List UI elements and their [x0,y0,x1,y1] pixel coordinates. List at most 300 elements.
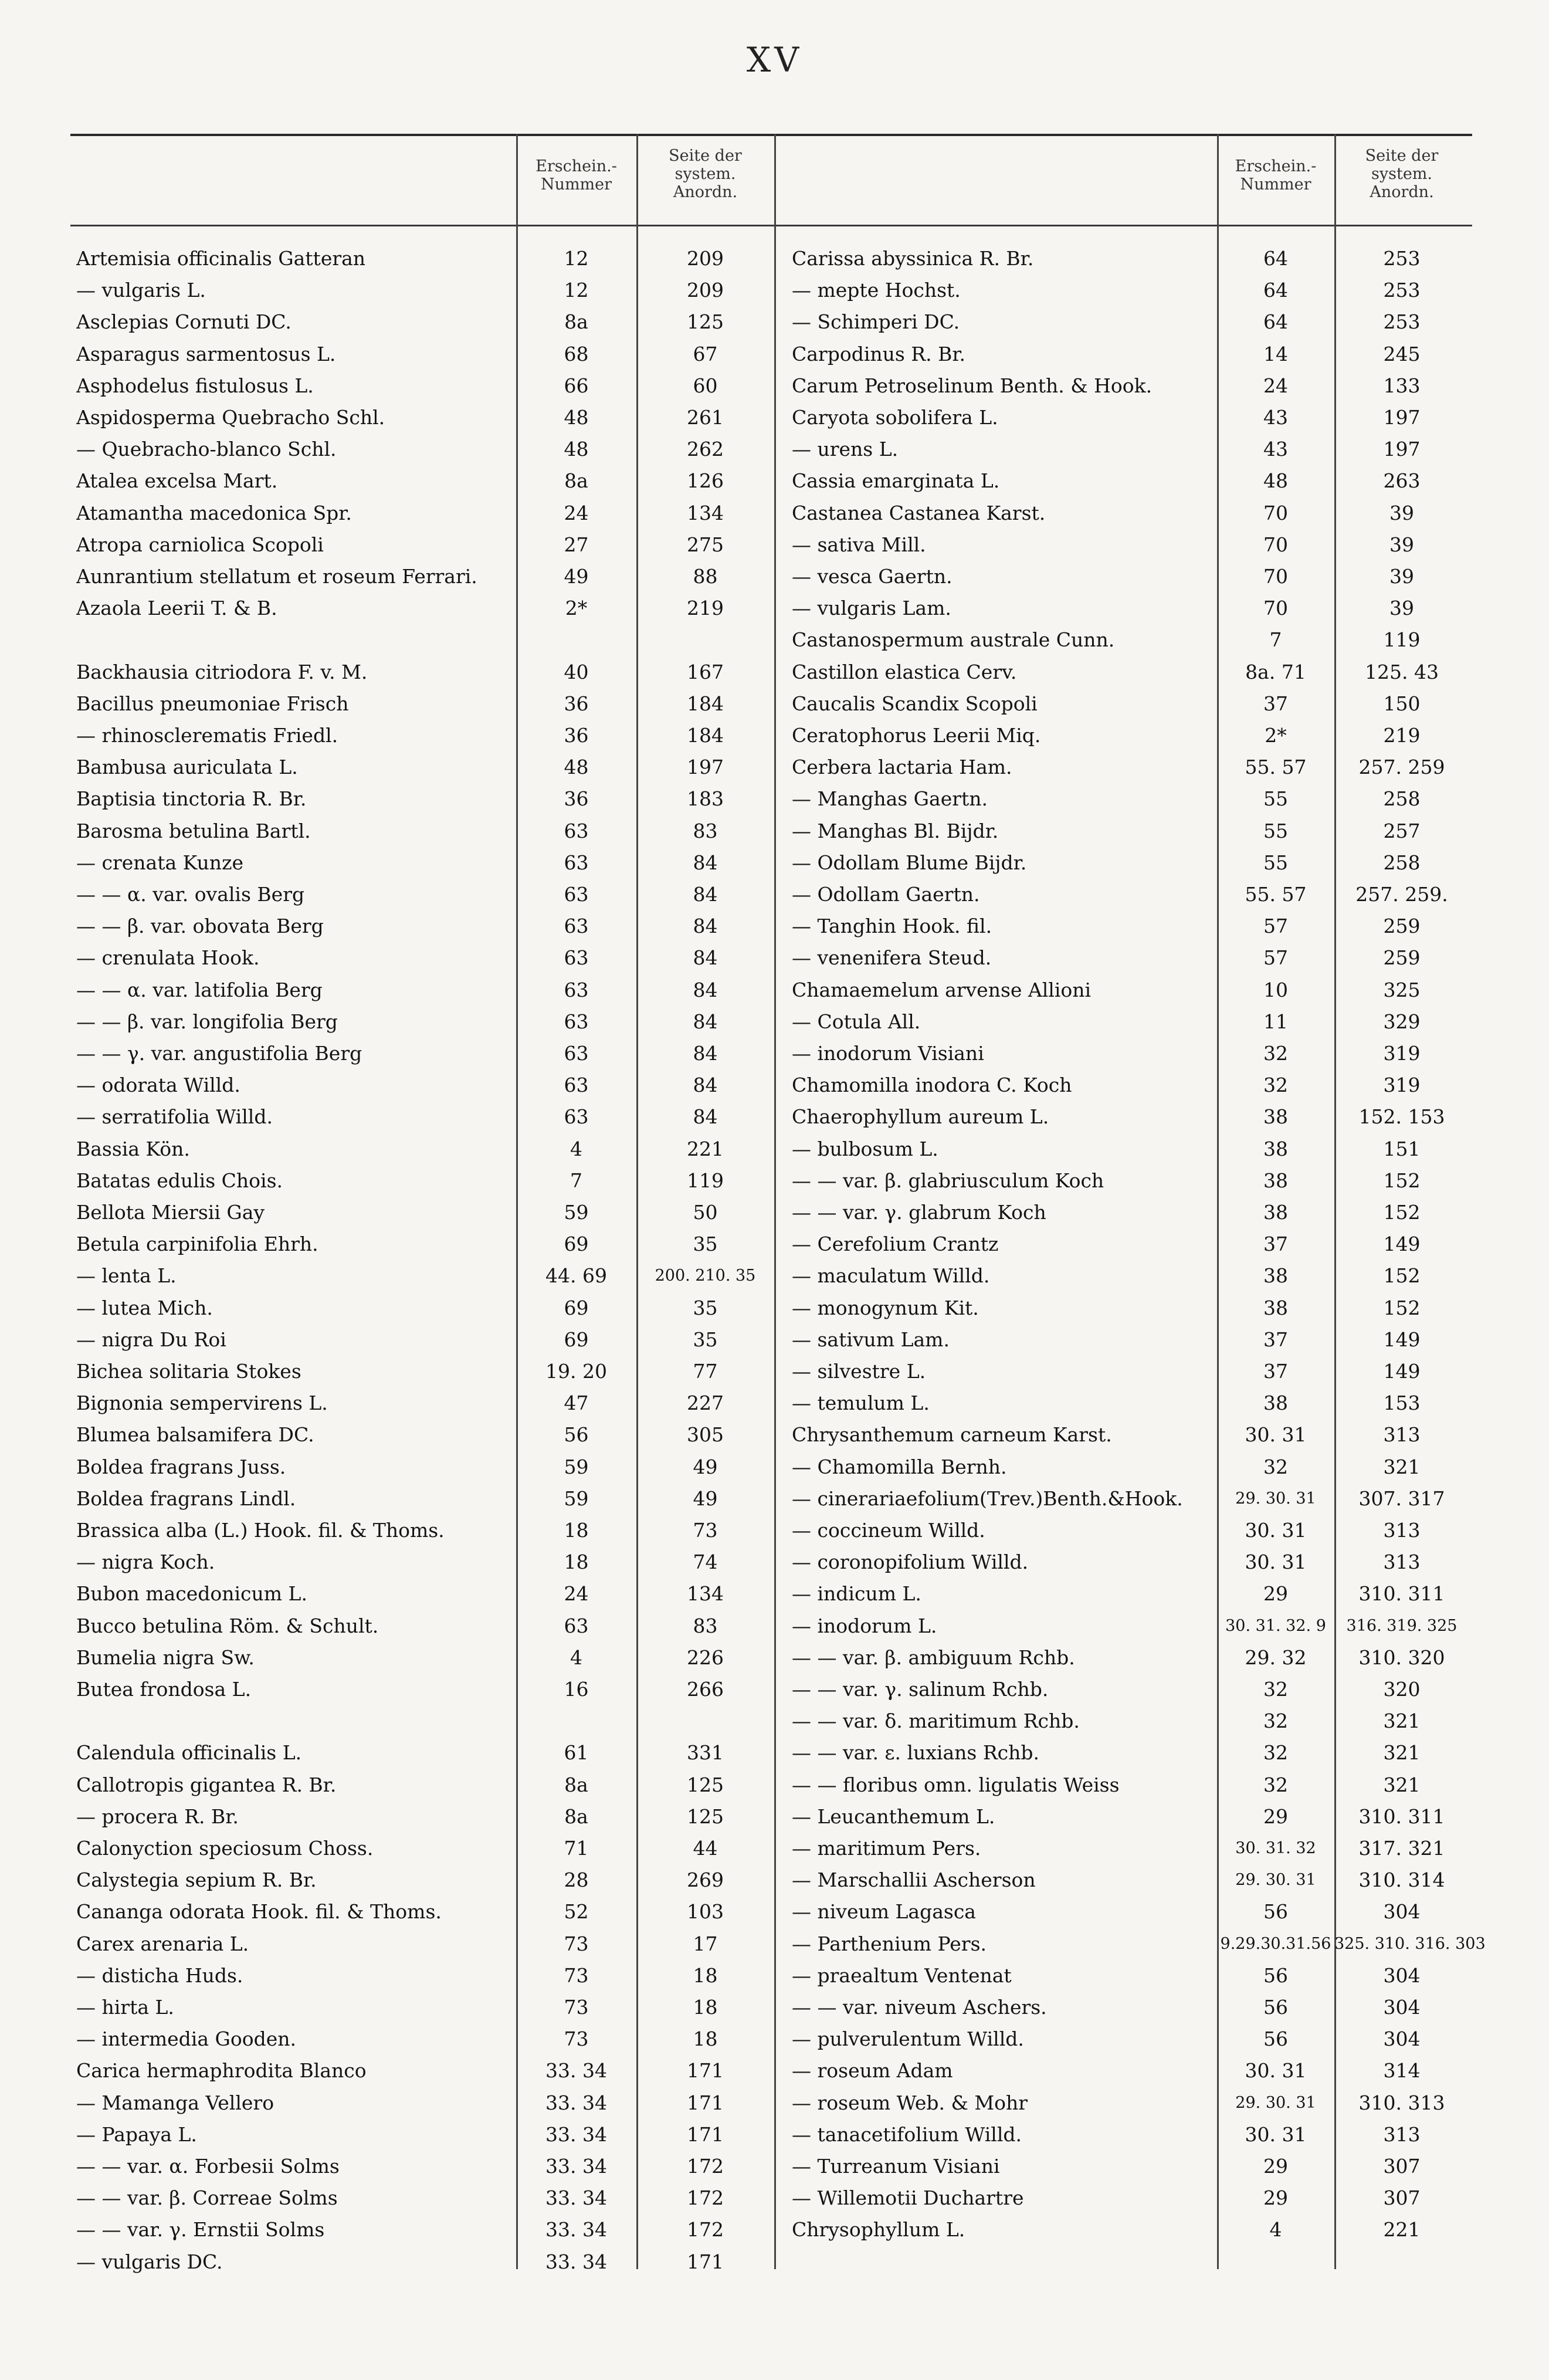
species-name: Bellota Miersii Gay [76,1201,265,1224]
species-name: — Manghas Gaertn. [792,787,988,811]
erschein-nummer: 48 [564,406,589,429]
seite-anordnung: 221 [1383,2218,1421,2242]
seite-anordnung: 150 [1383,692,1421,715]
species-name: Caryota sobolifera L. [792,406,998,429]
species-name: Cerbera lactaria Ham. [792,756,1012,779]
species-name: — — var. α. Forbesii Solms [76,2155,340,2178]
species-name: — niveum Lagasca [792,1900,976,1924]
species-name: Artemisia officinalis Gatteran [76,247,366,270]
index-row [76,1261,780,1291]
index-row [792,1102,1496,1132]
seite-anordnung: 39 [1389,501,1414,524]
erschein-nummer: 69 [564,1233,589,1256]
species-name: — coronopifolium Willd. [792,1550,1029,1574]
seite-anordnung: 125. 43 [1365,660,1439,683]
table-header-rule [70,225,1472,226]
seite-anordnung: 227 [687,1392,724,1415]
index-row [792,2024,1496,2054]
seite-anordnung: 325. 310. 316. 303 [1334,1934,1486,1953]
species-name: — — var. β. Correae Solms [76,2186,338,2210]
erschein-nummer: 10 [1263,978,1288,1001]
seite-anordnung: 103 [687,1900,724,1924]
species-name: Barosma betulina Bartl. [76,819,311,842]
erschein-nummer: 52 [564,1900,589,1924]
page-title: XV [746,40,803,80]
species-name: — — floribus omn. ligulatis Weiss [792,1773,1120,1796]
index-row [792,275,1496,306]
erschein-nummer: 37 [1263,692,1288,715]
erschein-nummer: 38 [1263,1264,1288,1288]
species-name: — mepte Hochst. [792,279,961,302]
index-row [792,1420,1496,1450]
erschein-nummer: 63 [564,851,589,874]
seite-anordnung: 310. 313 [1358,2091,1445,2114]
seite-anordnung: 125 [687,1805,724,1828]
index-row [76,1166,780,1196]
seite-anordnung: 119 [1383,628,1421,652]
species-name: Carex arenaria L. [76,1932,249,1955]
species-name: — Parthenium Pers. [792,1932,987,1955]
seite-anordnung: 39 [1389,597,1414,620]
header-erschein-nummer-right: Erschein.- Nummer [1235,157,1317,194]
erschein-nummer: 56 [1263,1963,1288,1987]
species-name: — roseum Web. & Mohr [792,2091,1028,2114]
erschein-nummer: 43 [1263,406,1288,429]
seite-anordnung: 209 [687,247,724,270]
erschein-nummer: 38 [1263,1137,1288,1160]
index-row [792,1229,1496,1260]
index-row [792,1579,1496,1609]
erschein-nummer: 18 [564,1550,589,1574]
species-name: — maculatum Willd. [792,1264,990,1288]
seite-anordnung: 151 [1383,1137,1421,1160]
index-row [76,975,780,1006]
index-row [792,1070,1496,1101]
species-name: Bucco betulina Röm. & Schult. [76,1614,379,1637]
index-row [792,1134,1496,1164]
species-name: — — var. γ. glabrum Koch [792,1201,1046,1224]
index-row [76,1007,780,1037]
erschein-nummer: 19. 20 [545,1360,607,1383]
erschein-nummer: 2* [1265,724,1287,747]
erschein-nummer: 38 [1263,1392,1288,1415]
seite-anordnung: 321 [1383,1741,1421,1765]
index-row [76,1547,780,1577]
species-name: Batatas edulis Chois. [76,1169,283,1192]
erschein-nummer: 37 [1263,1360,1288,1383]
seite-anordnung: 319 [1383,1074,1421,1097]
erschein-nummer: 8a [564,1805,588,1828]
seite-anordnung: 316. 319. 325 [1346,1616,1458,1635]
erschein-nummer: 38 [1263,1296,1288,1319]
species-name: Asclepias Cornuti DC. [76,310,292,334]
species-name: Asparagus sarmentosus L. [76,342,336,365]
seite-anordnung: 219 [1383,724,1421,747]
species-name: — disticha Huds. [76,1963,243,1987]
index-row [76,1515,780,1546]
index-row [76,1197,780,1228]
header-seite-right: Seite der system. Anordn. [1365,147,1439,201]
seite-anordnung: 313 [1383,2122,1421,2146]
erschein-nummer: 40 [564,660,589,683]
species-name: Atamantha macedonica Spr. [76,501,352,524]
species-name: — sativum Lam. [792,1328,950,1351]
species-name: — bulbosum L. [792,1137,938,1160]
erschein-nummer: 29 [1263,2155,1288,2178]
species-name: Chaerophyllum aureum L. [792,1105,1049,1129]
index-row [76,625,780,655]
erschein-nummer: 55. 57 [1245,883,1307,906]
seite-anordnung: 18 [693,2027,718,2051]
seite-anordnung: 310. 311 [1358,1805,1445,1828]
index-row [792,243,1496,274]
erschein-nummer: 64 [1263,247,1288,270]
erschein-nummer: 57 [1263,915,1288,938]
species-name: — Willemotii Duchartre [792,2186,1024,2210]
index-row [76,2247,780,2277]
erschein-nummer: 11 [1263,1010,1288,1033]
species-name: Chrysanthemum carneum Karst. [792,1423,1112,1447]
species-name: — coccineum Willd. [792,1519,985,1542]
species-name: — indicum L. [792,1582,921,1606]
seite-anordnung: 50 [693,1201,718,1224]
erschein-nummer: 63 [564,1074,589,1097]
erschein-nummer: 14 [1263,342,1288,365]
erschein-nummer: 32 [1263,1773,1288,1796]
seite-anordnung: 149 [1383,1360,1421,1383]
index-row [792,1833,1496,1864]
erschein-nummer: 32 [1263,1678,1288,1701]
index-row [792,1166,1496,1196]
species-name: — Chamomilla Bernh. [792,1455,1007,1478]
erschein-nummer: 73 [564,2027,589,2051]
seite-anordnung: 152 [1383,1201,1421,1224]
index-row [792,816,1496,847]
erschein-nummer: 29. 30. 31 [1235,2093,1316,2112]
species-name: — cinerariaefolium(Trev.)Benth.&Hook. [792,1487,1183,1510]
seite-anordnung: 149 [1383,1233,1421,1256]
erschein-nummer: 33. 34 [545,2059,607,2083]
species-name: — venenifera Steud. [792,946,992,970]
erschein-nummer: 57 [1263,946,1288,970]
erschein-nummer: 30. 31 [1245,2059,1307,2083]
seite-anordnung: 257. 259. [1355,883,1448,906]
erschein-nummer: 36 [564,787,589,811]
seite-anordnung: 317. 321 [1358,1837,1445,1860]
seite-anordnung: 35 [693,1296,718,1319]
erschein-nummer: 63 [564,1042,589,1065]
erschein-nummer: 2* [565,597,588,620]
erschein-nummer: 37 [1263,1233,1288,1256]
index-row [792,1929,1496,1959]
species-name: — — γ. var. angustifolia Berg [76,1042,362,1065]
erschein-nummer: 16 [564,1678,589,1701]
species-name: Carica hermaphrodita Blanco [76,2059,367,2083]
seite-anordnung: 307 [1383,2155,1421,2178]
species-name: Boldea fragrans Lindl. [76,1487,296,1510]
seite-anordnung: 245 [1383,342,1421,365]
index-row [792,657,1496,688]
seite-anordnung: 17 [693,1932,718,1955]
erschein-nummer: 49 [564,565,589,588]
index-row [792,2120,1496,2150]
seite-anordnung: 84 [693,1074,718,1097]
erschein-nummer: 32 [1263,1042,1288,1065]
index-row [792,1007,1496,1037]
erschein-nummer: 33. 34 [545,2155,607,2178]
seite-anordnung: 310. 311 [1358,1582,1445,1606]
species-name: — — var. niveum Aschers. [792,1996,1047,2019]
index-row [792,625,1496,655]
index-row [792,1643,1496,1673]
index-row [792,1547,1496,1577]
species-name: — crenata Kunze [76,851,243,874]
species-name: Calystegia sepium R. Br. [76,1868,317,1892]
species-name: — Turreanum Visiani [792,2155,1000,2178]
species-name: — hirta L. [76,1996,174,2019]
erschein-nummer: 55 [1263,851,1288,874]
erschein-nummer: 38 [1263,1169,1288,1192]
index-row [76,402,780,433]
index-row [76,339,780,370]
erschein-nummer: 33. 34 [545,2250,607,2273]
erschein-nummer: 73 [564,1963,589,1987]
species-name: — — var. β. glabriusculum Koch [792,1169,1104,1192]
index-row [76,593,780,624]
seite-anordnung: 152. 153 [1358,1105,1445,1129]
species-name: — intermedia Gooden. [76,2027,297,2051]
seite-anordnung: 325 [1383,978,1421,1001]
erschein-nummer: 69 [564,1328,589,1351]
seite-anordnung: 253 [1383,279,1421,302]
species-name: — — var. γ. Ernstii Solms [76,2218,325,2242]
index-row [76,1134,780,1164]
seite-anordnung: 84 [693,915,718,938]
index-row [76,784,780,814]
species-name: — vulgaris Lam. [792,597,951,620]
species-name: Chrysophyllum L. [792,2218,965,2242]
species-name: Calonyction speciosum Choss. [76,1837,374,1860]
index-row [76,848,780,878]
seite-anordnung: 319 [1383,1042,1421,1065]
index-row [792,1706,1496,1736]
seite-anordnung: 134 [687,1582,724,1606]
species-name: Baptisia tinctoria R. Br. [76,787,307,811]
erschein-nummer: 36 [564,724,589,747]
species-name: Bambusa auriculata L. [76,756,298,779]
index-row [792,1293,1496,1323]
index-row [792,784,1496,814]
seite-anordnung: 184 [687,692,724,715]
seite-anordnung: 307 [1383,2186,1421,2210]
species-name: — Marschallii Ascherson [792,1868,1036,1892]
seite-anordnung: 219 [687,597,724,620]
seite-anordnung: 197 [1383,406,1421,429]
seite-anordnung: 84 [693,946,718,970]
erschein-nummer: 24 [564,1582,589,1606]
index-row [76,1643,780,1673]
seite-anordnung: 83 [693,1614,718,1637]
seite-anordnung: 67 [693,342,718,365]
species-name: — — var. ε. luxians Rchb. [792,1741,1040,1765]
erschein-nummer: 71 [564,1837,589,1860]
index-row [76,1611,780,1641]
species-name: Ceratophorus Leerii Miq. [792,724,1041,747]
seite-anordnung: 84 [693,1042,718,1065]
index-row [792,975,1496,1006]
erschein-nummer: 32 [1263,1455,1288,1478]
erschein-nummer: 29 [1263,2186,1288,2210]
seite-anordnung: 74 [693,1550,718,1574]
seite-anordnung: 125 [687,310,724,334]
erschein-nummer: 70 [1263,533,1288,556]
index-row [792,943,1496,973]
seite-anordnung: 18 [693,1963,718,1987]
species-name: Bumelia nigra Sw. [76,1646,255,1669]
seite-anordnung: 172 [687,2155,724,2178]
erschein-nummer: 56 [1263,1996,1288,2019]
index-row [792,848,1496,878]
seite-anordnung: 171 [687,2122,724,2146]
index-row [76,1229,780,1260]
species-name: — — α. var. latifolia Berg [76,978,323,1001]
index-row [76,943,780,973]
erschein-nummer: 55 [1263,819,1288,842]
erschein-nummer: 64 [1263,279,1288,302]
species-name: Castillon elastica Cerv. [792,660,1017,683]
erschein-nummer: 30. 31 [1245,1423,1307,1447]
seite-anordnung: 49 [693,1455,718,1478]
erschein-nummer: 73 [564,1996,589,2019]
erschein-nummer: 68 [564,342,589,365]
species-name: — nigra Du Roi [76,1328,226,1351]
erschein-nummer: 70 [1263,501,1288,524]
seite-anordnung: 313 [1383,1550,1421,1574]
erschein-nummer: 32 [1263,1741,1288,1765]
erschein-nummer: 36 [564,692,589,715]
species-name: — temulum L. [792,1392,930,1415]
erschein-nummer: 64 [1263,310,1288,334]
index-row [792,1038,1496,1069]
header-seite-left: Seite der system. Anordn. [669,147,742,201]
erschein-nummer: 4 [1269,2218,1282,2242]
seite-anordnung: 77 [693,1360,718,1383]
species-name: Asphodelus fistulosus L. [76,374,314,397]
species-name: — maritimum Pers. [792,1837,981,1860]
erschein-nummer: 43 [1263,438,1288,461]
species-name: Cassia emarginata L. [792,469,1000,493]
seite-anordnung: 172 [687,2218,724,2242]
index-row [792,2088,1496,2118]
seite-anordnung: 172 [687,2186,724,2210]
index-row [76,1484,780,1514]
erschein-nummer: 70 [1263,597,1288,620]
species-name: — inodorum Visiani [792,1042,984,1065]
index-row [76,1897,780,1927]
index-row [76,1865,780,1895]
species-name: Boldea fragrans Juss. [76,1455,286,1478]
seite-anordnung: 152 [1383,1264,1421,1288]
erschein-nummer: 56 [564,1423,589,1447]
index-row [792,1992,1496,2023]
index-row [76,275,780,306]
erschein-nummer: 7 [1269,628,1282,652]
species-name: Bignonia sempervirens L. [76,1392,328,1415]
seite-anordnung: 149 [1383,1328,1421,1351]
index-row [792,1452,1496,1482]
species-name: — Cotula All. [792,1010,921,1033]
erschein-nummer: 63 [564,946,589,970]
species-name: — Leucanthemum L. [792,1805,995,1828]
erschein-nummer: 33. 34 [545,2186,607,2210]
index-row [76,1579,780,1609]
species-name: — urens L. [792,438,899,461]
index-row [76,1420,780,1450]
index-row [76,1833,780,1864]
species-name: Bichea solitaria Stokes [76,1360,301,1383]
species-name: — procera R. Br. [76,1805,239,1828]
species-name: Bassia Kön. [76,1137,190,1160]
seite-anordnung: 200. 210. 35 [655,1267,756,1285]
index-row [792,1515,1496,1546]
species-name: Chamaemelum arvense Allioni [792,978,1092,1001]
erschein-nummer: 8a [564,310,588,334]
index-row [792,307,1496,337]
index-row [76,2215,780,2245]
erschein-nummer: 66 [564,374,589,397]
erschein-nummer: 70 [1263,565,1288,588]
erschein-nummer: 27 [564,533,589,556]
seite-anordnung: 183 [687,787,724,811]
erschein-nummer: 37 [1263,1328,1288,1351]
index-row [792,466,1496,496]
index-row [76,2120,780,2150]
species-name: — — var. β. ambiguum Rchb. [792,1646,1075,1669]
species-name: — Odollam Blume Bijdr. [792,851,1027,874]
erschein-nummer: 48 [1263,469,1288,493]
index-row [792,1897,1496,1927]
seite-anordnung: 119 [687,1169,724,1192]
index-row [76,2056,780,2086]
erschein-nummer: 56 [1263,2027,1288,2051]
index-row [76,1388,780,1418]
seite-anordnung: 134 [687,501,724,524]
index-row [76,911,780,942]
erschein-nummer: 63 [564,883,589,906]
index-row [76,689,780,719]
species-name: — Schimperi DC. [792,310,960,334]
species-name: — crenulata Hook. [76,946,260,970]
seite-anordnung: 307. 317 [1358,1487,1445,1510]
species-name: Azaola Leerii T. & B. [76,597,277,620]
species-name: — — β. var. longifolia Berg [76,1010,338,1033]
seite-anordnung: 261 [687,406,724,429]
index-row [76,1452,780,1482]
species-name: Carpodinus R. Br. [792,342,966,365]
index-row [76,657,780,688]
erschein-nummer: 30. 31 [1245,1519,1307,1542]
erschein-nummer: 59 [564,1487,589,1510]
species-name: Atropa carniolica Scopoli [76,533,324,556]
erschein-nummer: 48 [564,756,589,779]
erschein-nummer: 32 [1263,1074,1288,1097]
seite-anordnung: 259 [1383,946,1421,970]
index-row [76,1770,780,1800]
species-name: Aunrantium stellatum et roseum Ferrari. [76,565,477,588]
seite-anordnung: 171 [687,2059,724,2083]
index-row [792,689,1496,719]
index-row [76,1674,780,1705]
